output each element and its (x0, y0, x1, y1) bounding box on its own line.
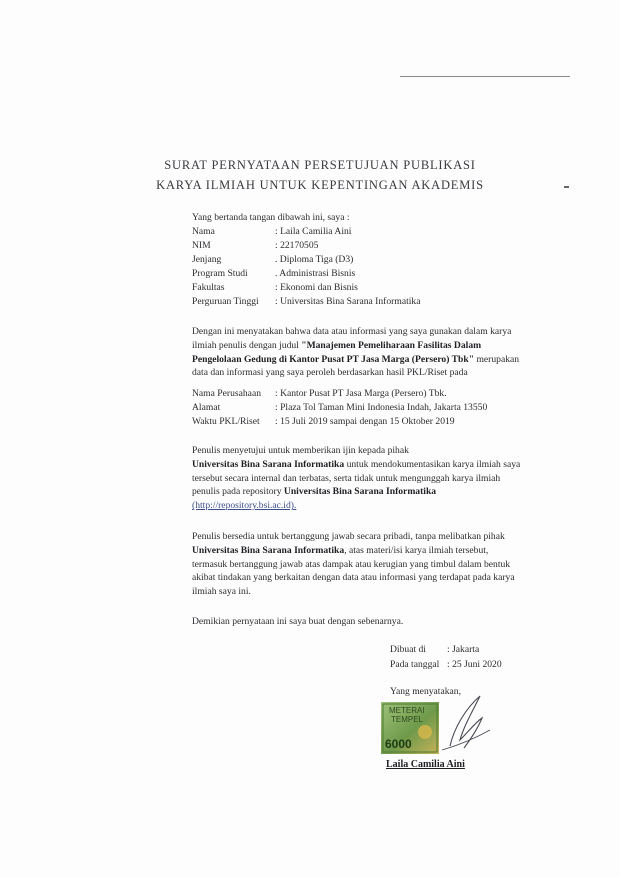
place-value: : Jakarta (447, 644, 480, 655)
pkl-value: : Kantor Pusat PT Jasa Marga (Persero) Tbk. (275, 388, 447, 399)
signature-stroke (450, 696, 482, 748)
paragraph-text: merupakan (474, 353, 520, 365)
document-title-line-1: SURAT PERNYATAAN PERSETUJUAN PUBLIKASI (164, 158, 476, 172)
identity-value: : Ekonomi dan Bisnis (275, 282, 358, 293)
identity-label: Program Studi (192, 268, 248, 279)
identity-value: : Universitas Bina Sarana Informatika (275, 296, 421, 307)
paragraph-text: , atas materi/isi karya ilmiah tersebut, (344, 544, 489, 556)
stamp-text: METERAI (389, 706, 425, 715)
identity-value: . Diploma Tiga (D3) (275, 254, 354, 265)
handwritten-signature (420, 688, 500, 758)
university-name: Universitas Bina Sarana Informatika (192, 544, 345, 556)
scan-edge-line (400, 76, 570, 77)
paragraph-line (192, 339, 528, 353)
paragraph-line: data dan informasi yang saya peroleh berdasarkan hasil PKL/Riset pada (192, 367, 468, 379)
paragraph-line: tersebut secara internal dan terbatas, serta tidak untuk mengunggah karya ilmiah (192, 472, 501, 484)
identity-label: Jenjang (192, 254, 222, 265)
pkl-value: : 15 Juli 2019 sampai dengan 15 Oktober 2019 (275, 416, 455, 427)
paragraph-line: akibat tindakan yang berkaitan dengan data atau informasi yang terdapat pada karya (192, 572, 515, 584)
paragraph-line (192, 458, 528, 472)
identity-value: . Administrasi Bisnis (275, 268, 356, 279)
identity-label: Fakultas (192, 282, 225, 293)
paragraph-text: ilmiah penulis dengan judul (192, 339, 302, 351)
date-value: : 25 Juni 2020 (447, 659, 502, 670)
stamp-text: TEMPEL (391, 715, 424, 724)
intro-text: Yang bertanda tangan dibawah ini, saya : (192, 212, 350, 223)
document-title-line-2: KARYA ILMIAH UNTUK KEPENTINGAN AKADEMIS (156, 178, 484, 192)
pkl-label: Alamat (192, 402, 221, 413)
paragraph-line: Penulis bersedia untuk bertanggung jawab secara pribadi, tanpa melibatkan pihak (192, 531, 505, 542)
paragraph-line: ilmiah saya ini. (192, 586, 251, 598)
identity-value: : 22170505 (275, 240, 319, 251)
university-name: Universitas Bina Sarana Informatika (192, 458, 345, 470)
paragraph-line: Dengan ini menyatakan bahwa data atau informasi yang saya gunakan dalam karya (192, 326, 512, 337)
paragraph-text: untuk mendokumentasikan karya ilmiah saya (344, 458, 521, 470)
paragraph-text: penulis pada repository (192, 486, 284, 498)
pkl-label: Nama Perusahaan (192, 388, 261, 399)
paragraph-line: Penulis menyetujui untuk memberikan ijin kepada pihak (192, 445, 409, 456)
signer-name: Laila Camilia Aini (386, 759, 465, 770)
thesis-title: "Manajemen Pemeliharaan Fasilitas Dalam (301, 339, 482, 351)
scan-mark (564, 186, 569, 188)
statement-paragraph (192, 325, 528, 380)
thesis-title: Pengelolaan Gedung di Kantor Pusat PT Jasa Marga (Persero) Tbk" (192, 353, 475, 365)
identity-value: : Laila Camilia Aini (275, 226, 352, 237)
pkl-label: Waktu PKL/Riset (192, 416, 260, 427)
identity-label: NIM (192, 240, 211, 251)
date-label: Pada tanggal (390, 659, 440, 670)
university-name: Universitas Bina Sarana Informatika (283, 486, 437, 498)
paragraph-line (192, 485, 528, 499)
paragraph-line: termasuk bertanggung jawab atas dampak atau kerugian yang timbul dalam bentuk (192, 558, 511, 570)
closing-statement: Demikian pernyataan ini saya buat dengan sebenarnya. (192, 616, 404, 627)
permission-paragraph (192, 444, 528, 513)
identity-label: Perguruan Tinggi (192, 296, 259, 307)
repository-link[interactable]: (http://repository.bsi.ac.id). (192, 500, 297, 512)
statement-label: Yang menyatakan, (390, 686, 461, 697)
paragraph-line (192, 353, 528, 367)
paragraph-line (192, 544, 528, 558)
place-label: Dibuat di (390, 644, 426, 655)
identity-label: Nama (192, 226, 215, 237)
stamp-value: 6000 (385, 737, 412, 751)
pkl-value: : Plaza Tol Taman Mini Indonesia Indah, Jakarta 13550 (275, 402, 488, 413)
responsibility-paragraph (192, 530, 528, 599)
